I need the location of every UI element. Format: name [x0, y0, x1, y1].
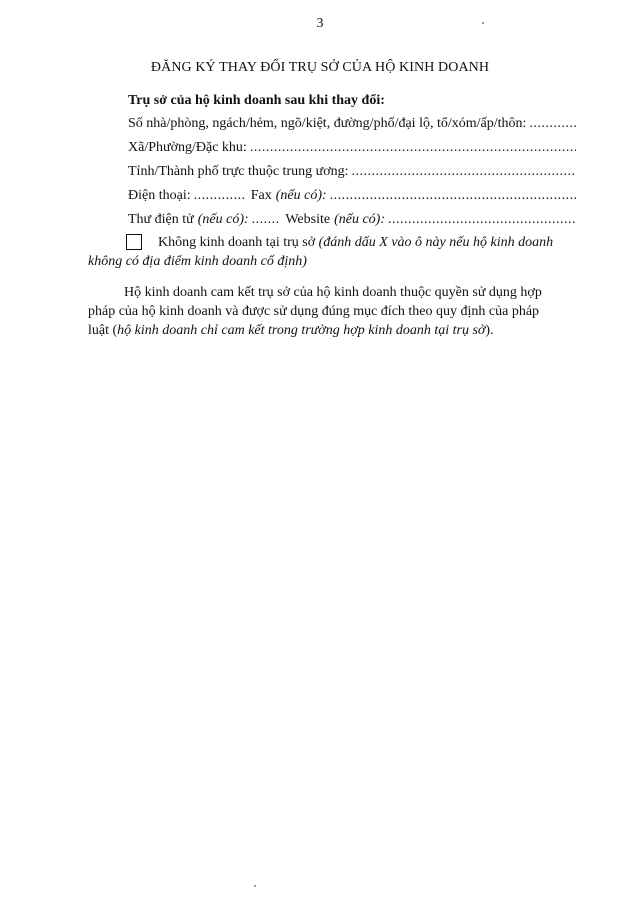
province-label: Tỉnh/Thành phố trực thuộc trung ương:	[128, 164, 349, 179]
email-note: (nếu có):	[197, 212, 249, 227]
ward-fill-line[interactable]	[250, 139, 576, 157]
commitment-line-1: Hộ kinh doanh cam kết trụ sở của hộ kinh doanh thuộc quyền sử dụng hợp	[124, 285, 542, 300]
commitment-prefix: luật (	[88, 323, 118, 338]
scan-speck	[254, 885, 256, 887]
province-row	[128, 163, 576, 181]
commitment-note: hộ kinh doanh chỉ cam kết trong trường hợp kinh doanh tại trụ sở	[117, 323, 486, 338]
checkbox-label: Không kinh doanh tại trụ sở	[158, 235, 316, 250]
email-website-row	[128, 211, 576, 229]
section-heading: Trụ sở của hộ kinh doanh sau khi thay đổi:	[128, 93, 385, 108]
commitment-line-3	[88, 322, 588, 340]
phone-fill-line[interactable]	[194, 187, 245, 205]
address-row	[128, 115, 576, 133]
commitment-suffix: ).	[485, 323, 494, 338]
no-business-at-office-checkbox[interactable]	[126, 234, 142, 250]
fax-label: Fax	[250, 188, 272, 203]
checkbox-option-line2	[88, 253, 588, 271]
checkbox-option-line1	[158, 234, 588, 252]
address-label: Số nhà/phòng, ngách/hẻm, ngõ/kiệt, đường/phố/đại lộ, tổ/xóm/ấp/thôn:	[128, 116, 527, 131]
website-note: (nếu có):	[334, 212, 386, 227]
checkbox-note-1: (đánh dấu X vào ô này nếu hộ kinh doanh	[318, 235, 554, 250]
scan-speck	[482, 22, 484, 24]
fax-note: (nếu có):	[275, 188, 327, 203]
phone-label: Điện thoại:	[128, 188, 191, 203]
website-fill-line[interactable]	[388, 211, 576, 229]
email-label: Thư điện tử	[128, 212, 194, 227]
province-fill-line[interactable]	[352, 163, 577, 181]
ward-label: Xã/Phường/Đặc khu:	[128, 140, 247, 155]
email-fill-line[interactable]	[252, 211, 280, 229]
website-label: Website	[285, 212, 331, 227]
page-number: 3	[316, 16, 324, 31]
fax-fill-line[interactable]	[330, 187, 576, 205]
commitment-line-2: pháp của hộ kinh doanh và được sử dụng đúng mục đích theo quy định của pháp	[88, 304, 540, 319]
ward-row	[128, 139, 576, 157]
address-fill-line[interactable]	[529, 115, 576, 133]
phone-fax-row	[128, 187, 576, 205]
checkbox-note-2: không có địa điểm kinh doanh cố định)	[88, 254, 307, 269]
form-title: ĐĂNG KÝ THAY ĐỔI TRỤ SỞ CỦA HỘ KINH DOANH	[150, 60, 490, 75]
